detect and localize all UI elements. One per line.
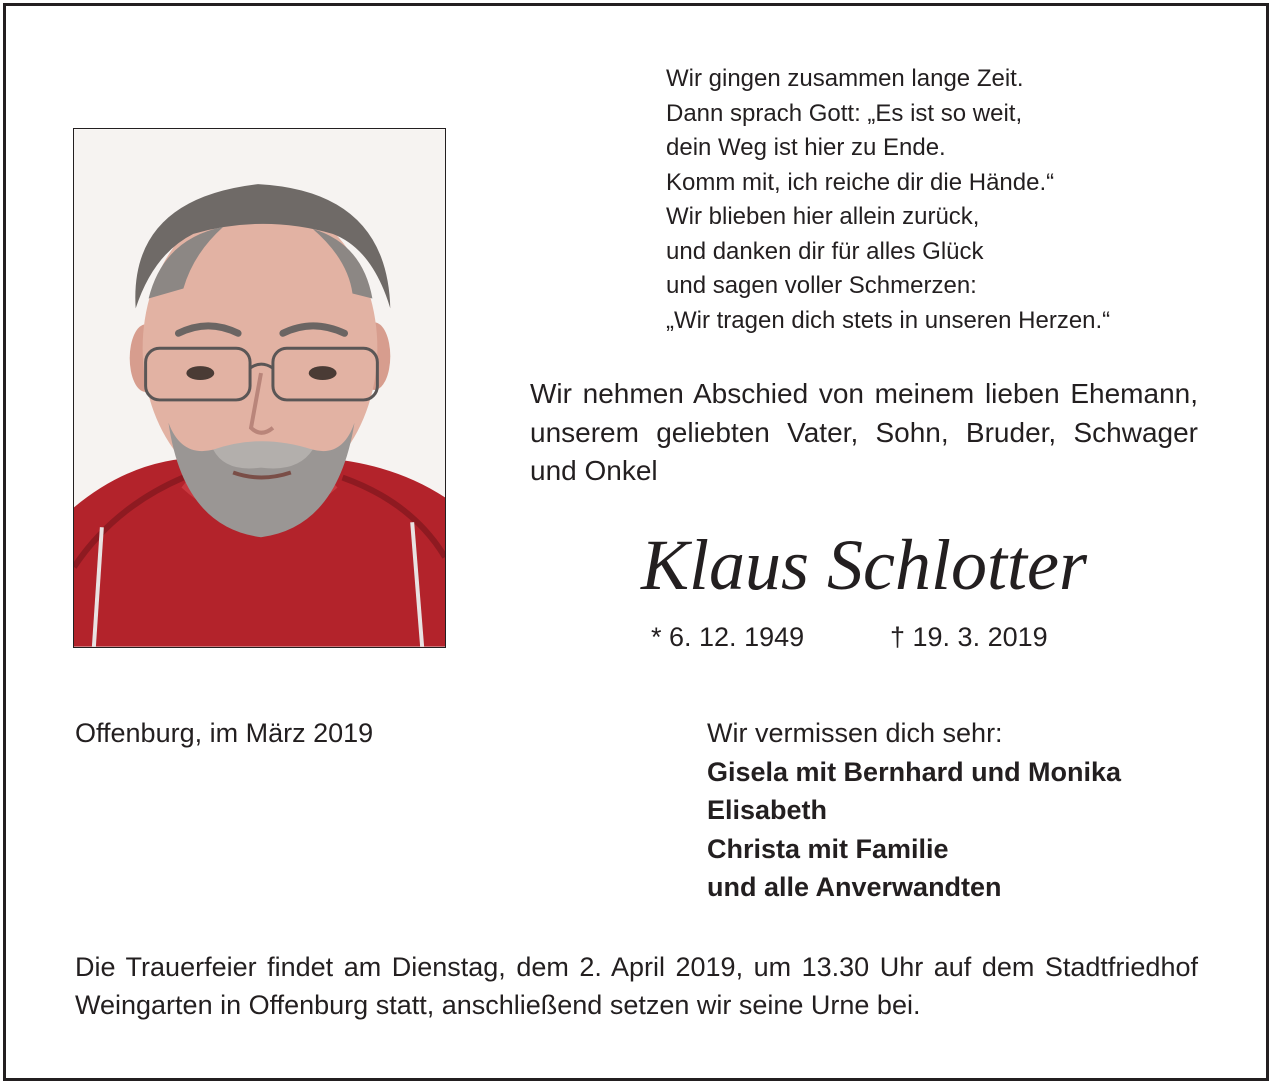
poem-line: Dann sprach Gott: „Es ist so weit, (666, 99, 1023, 127)
death-date: † 19. 3. 2019 (890, 622, 1048, 652)
poem-line: und sagen voller Schmerzen: (666, 272, 977, 299)
place-date: Offenburg, im März 2019 (75, 718, 374, 748)
poem (666, 62, 1226, 338)
portrait-photo (73, 128, 446, 648)
poem-line: und danken dir für alles Glück (666, 237, 984, 265)
mourner-name: Christa mit Familie (707, 833, 949, 864)
poem-line: Wir blieben hier allein zurück, (666, 203, 980, 230)
funeral-notice: Die Trauerfeier findet am Dienstag, dem 2. April 2019, um 13.30 Uhr auf dem Stadtfriedhof Weingarten in Offenburg statt, anschließend setzen wir seine Urne bei. (75, 952, 1198, 1020)
mourner-name: Elisabeth (707, 795, 828, 825)
mourner-name: Gisela mit Bernhard und Monika (707, 756, 1122, 787)
poem-line: Wir gingen zusammen lange Zeit. (666, 65, 1024, 92)
mourners-heading: Wir vermissen dich sehr: (707, 718, 1003, 748)
mourner-name: und alle Anverwandten (707, 872, 1002, 902)
farewell-intro: Wir nehmen Abschied von meinem lieben Ehemann, unserem geliebten Vater, Sohn, Bruder, Schwager und Onkel (530, 378, 1198, 486)
mourners-block (707, 714, 1207, 907)
poem-line: „Wir tragen dich stets in unseren Herzen.“ (666, 306, 1111, 334)
poem-line: dein Weg ist hier zu Ende. (666, 134, 946, 161)
birth-date: * 6. 12. 1949 (651, 622, 805, 652)
poem-line: Komm mit, ich reiche dir die Hände.“ (666, 168, 1055, 196)
deceased-name: Klaus Schlotter (641, 525, 1087, 605)
